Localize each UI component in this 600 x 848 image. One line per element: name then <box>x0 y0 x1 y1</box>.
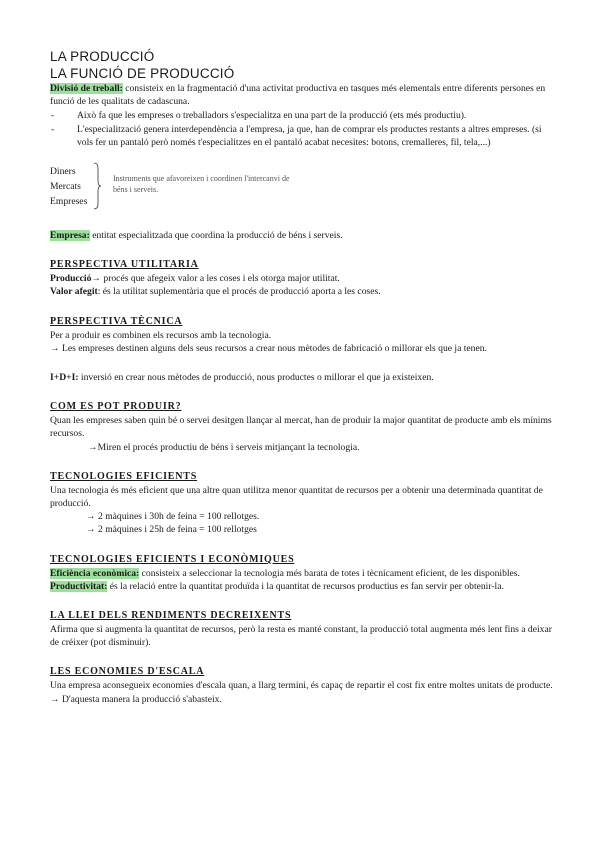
section-heading: PERSPECTIVA TÈCNICA <box>50 315 183 327</box>
section-heading: LES ECONOMIES D'ESCALA <box>50 666 205 678</box>
section-heading: COM ES POT PRODUIR? <box>50 401 182 413</box>
instrument-item: Mercats <box>50 181 81 193</box>
idi-term: I+D+I: <box>50 372 79 384</box>
section-heading: TECNOLOGIES EFICIENTS I ECONÒMIQUES <box>50 553 295 565</box>
section-eficients <box>50 470 555 537</box>
page-subtitle: LA FUNCIÓ DE PRODUCCIÓ <box>50 66 235 81</box>
empresa-term: Empresa: <box>50 230 90 242</box>
instrument-item: Empreses <box>50 196 88 208</box>
llei-text: Afirma que si augmenta la quantitat de recursos, però la resta es manté constant, la producció total augmenta més lent fins a deixar de créixer (pot disminuir). <box>50 624 552 649</box>
section-economiques <box>50 553 555 593</box>
instruments-note <box>113 173 333 195</box>
instruments-list <box>50 164 87 209</box>
idi-line <box>50 371 555 384</box>
instruments-note-line: Instruments que afavoreixen i coordinen l'intercanvi de <box>113 174 290 184</box>
eficiencia-term: Eficiència econòmica: <box>50 567 140 579</box>
document-page <box>50 48 555 706</box>
produccio-text: → procés que afegeix valor a les coses i els otorga major utilitat. <box>91 273 340 285</box>
list-item: - L'especialització genera interdependència a l'empresa, ja que, han de comprar els productes restants a altres empreses. (si vols fer un pantaló però només t'especialitzes en el pantaló acabat necesites: botons, cremalleres, fil, tela,...) <box>50 123 555 149</box>
section-utilitaria <box>50 258 555 298</box>
divisio-text: consisteix en la fragmentació d'una activitat productiva en tasques més elementals entre diferents persones en funció de les qualitats de cadascuna. <box>50 83 546 108</box>
empresa-paragraph <box>50 229 555 242</box>
instrument-item: Diners <box>50 166 76 178</box>
valor-afegit-term: Valor afegit <box>50 286 98 298</box>
productivitat-line <box>50 580 555 593</box>
valor-afegit-text: : és la utilitat suplementària que el procés de producció aporta a les coses. <box>97 286 381 298</box>
instruments-brace-block <box>50 164 555 212</box>
eficiencia-text: consisteix a seleccionar la tecnologia més barata de totes i tècnicament eficient, de les disponibles. <box>139 567 520 579</box>
valor-afegit-line <box>50 285 555 298</box>
section-heading: PERSPECTIVA UTILITARIA <box>50 259 199 271</box>
produir-arrow: →Miren el procés productiu de béns i serveis mitjançant la tecnologia. <box>88 441 360 453</box>
tecnica-line: Per a produir es combinen els recursos amb la tecnologia. <box>50 329 272 341</box>
produir-text: Quan les empreses saben quin bé o servei desitgen llançar al mercat, han de produir la major quantitat de producte amb els mínims recursos. <box>50 415 552 440</box>
section-produir <box>50 400 555 454</box>
productivitat-term: Productivitat: <box>50 580 108 592</box>
section-llei <box>50 609 555 649</box>
list-item: - Això fa que les empreses o treballadors s'especialitza en una part de la producció (ets més productiu). <box>50 109 555 122</box>
empresa-text: entitat especialitzada que coordina la producció de béns i serveis. <box>89 230 343 242</box>
eficients-text: Una tecnologia és més eficient que una altre quan utilitza menor quantitat de recursos per a obtenir una determinada quantitat de producció. <box>50 484 543 510</box>
productivitat-text: és la relació entre la quantitat produïda i la quantitat de recursos productius es fan servir per obtenir-la. <box>107 580 504 592</box>
instruments-note-line: béns i serveis. <box>113 185 159 195</box>
section-heading: TECNOLOGIES EFICIENTS <box>50 470 198 482</box>
example-line: → 2 màquines i 25h de feina = 100 rellotges <box>86 524 257 536</box>
tecnica-arrow-line: → Les empreses destinen alguns dels seus recursos a crear nous mètodes de fabricació o millorar els que ja tenen. <box>50 342 487 354</box>
escala-text: Una empresa aconsegueix economies d'escala quan, a llarg termini, és capaç de repartir el cost fix entre moltes unitats de producte. <box>50 680 553 692</box>
eficiencia-line <box>50 567 555 580</box>
section-escala <box>50 665 555 705</box>
example-line: → 2 màquines i 30h de feina = 100 rellotges. <box>86 511 260 523</box>
produccio-term: Producció <box>50 273 92 285</box>
escala-arrow: → D'aquesta manera la producció s'abasteix. <box>50 693 222 705</box>
page-title: LA PRODUCCIÓ <box>50 49 155 64</box>
section-tecnica <box>50 315 555 385</box>
section-heading: LA LLEI DELS RENDIMENTS DECREIXENTS <box>50 610 292 622</box>
divisio-term: Divisió de treball: <box>50 83 123 94</box>
curly-brace-icon <box>92 162 102 210</box>
divisio-bullet-list <box>50 109 555 149</box>
divisio-paragraph <box>50 82 555 108</box>
produccio-line <box>50 272 555 285</box>
idi-text: inversió en crear nous mètodes de producció, nous productes o millorar el que ja existeixen. <box>78 372 434 384</box>
